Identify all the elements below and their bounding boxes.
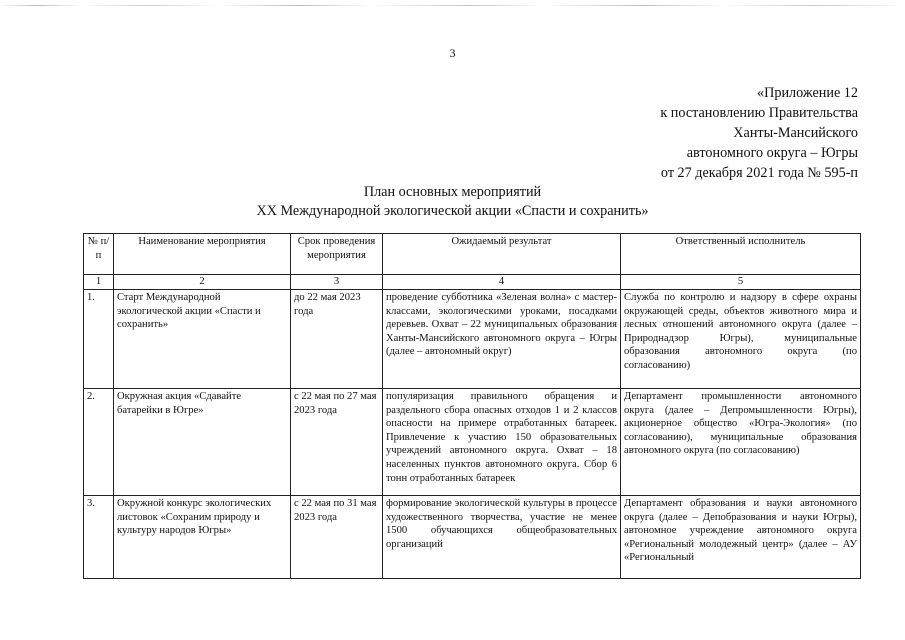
table-header-row — [84, 234, 861, 275]
event-term: с 22 мая по 27 мая 2023 года — [291, 389, 383, 496]
page-number: 3 — [449, 46, 456, 60]
header-number: № п/п — [84, 234, 114, 275]
responsible-executor: Департамент образования и науки автономного округа (далее – Депобразования и науки Югры), автономное учреждение автономного округа «Региональный молодежный центр» (далее – АУ «Региональный — [621, 496, 861, 579]
column-number-row — [84, 275, 861, 290]
appendix-line: к постановлению Правительства — [660, 105, 858, 121]
scan-edge-line — [0, 5, 905, 6]
expected-result: проведение субботника «Зеленая волна» с мастер-классами, экологическими уроками, посадками деревьев. Охват – 22 муниципальных образования Ханты-Мансийского автономного округа – Югры (далее – автономный округ) — [383, 290, 621, 389]
header-result: Ожидаемый результат — [383, 234, 621, 275]
expected-result: популяризация правильного обращения и раздельного сбора опасных отходов 1 и 2 классов опасности на примере отработанных батареек. Привлечение к участию 150 образовательных учреждений автономного округа. Охват – 18 населенных пунктов автономного округа. Сбор 6 тонн отработанных батареек — [383, 389, 621, 496]
appendix-line: от 27 декабря 2021 года № 595-п — [660, 165, 858, 181]
table-row — [84, 290, 861, 389]
appendix-line: «Приложение 12 — [757, 85, 858, 101]
table-row — [84, 496, 861, 579]
table-row — [84, 389, 861, 496]
appendix-line: Ханты-Мансийского — [733, 125, 858, 141]
title-line-2: XX Международной экологической акции «Спасти и сохранить» — [256, 203, 649, 219]
header-executor: Ответственный исполнитель — [621, 234, 861, 275]
title-line-1: План основных мероприятий — [363, 184, 542, 200]
column-number: 5 — [621, 275, 861, 290]
column-number: 2 — [114, 275, 291, 290]
responsible-executor: Служба по контролю и надзору в сфере охраны окружающей среды, объектов животного мира и лесных отношений автономного округа (далее – Природнадзор Югры), муниципальные образования автономного округа (по согласованию) — [621, 290, 861, 389]
document-title — [0, 183, 905, 221]
column-number: 4 — [383, 275, 621, 290]
column-number: 3 — [291, 275, 383, 290]
responsible-executor: Департамент промышленности автономного округа (далее – Депромышленности Югры), акционерное общество «Югра-Экология» (по согласованию), муниципальные образования автономного округа (по согласованию) — [621, 389, 861, 496]
row-number: 3. — [84, 496, 114, 579]
appendix-line: автономного округа – Югры — [686, 145, 858, 161]
row-number: 2. — [84, 389, 114, 496]
expected-result: формирование экологической культуры в процессе художественного творчества, участие не менее 1500 обучающихся общеобразовательных организаций — [383, 496, 621, 579]
header-name: Наименование мероприятия — [114, 234, 291, 275]
events-plan-table — [83, 233, 861, 579]
event-name: Окружная акция «Сдавайте батарейки в Югре» — [114, 389, 291, 496]
column-number: 1 — [84, 275, 114, 290]
header-term: Срок проведения мероприятия — [291, 234, 383, 275]
event-name: Окружной конкурс экологических листовок «Сохраним природу и культуру народов Югры» — [114, 496, 291, 579]
event-term: с 22 мая по 31 мая 2023 года — [291, 496, 383, 579]
appendix-block — [660, 83, 858, 183]
event-term: до 22 мая 2023 года — [291, 290, 383, 389]
row-number: 1. — [84, 290, 114, 389]
event-name: Старт Международной экологической акции «Спасти и сохранить» — [114, 290, 291, 389]
